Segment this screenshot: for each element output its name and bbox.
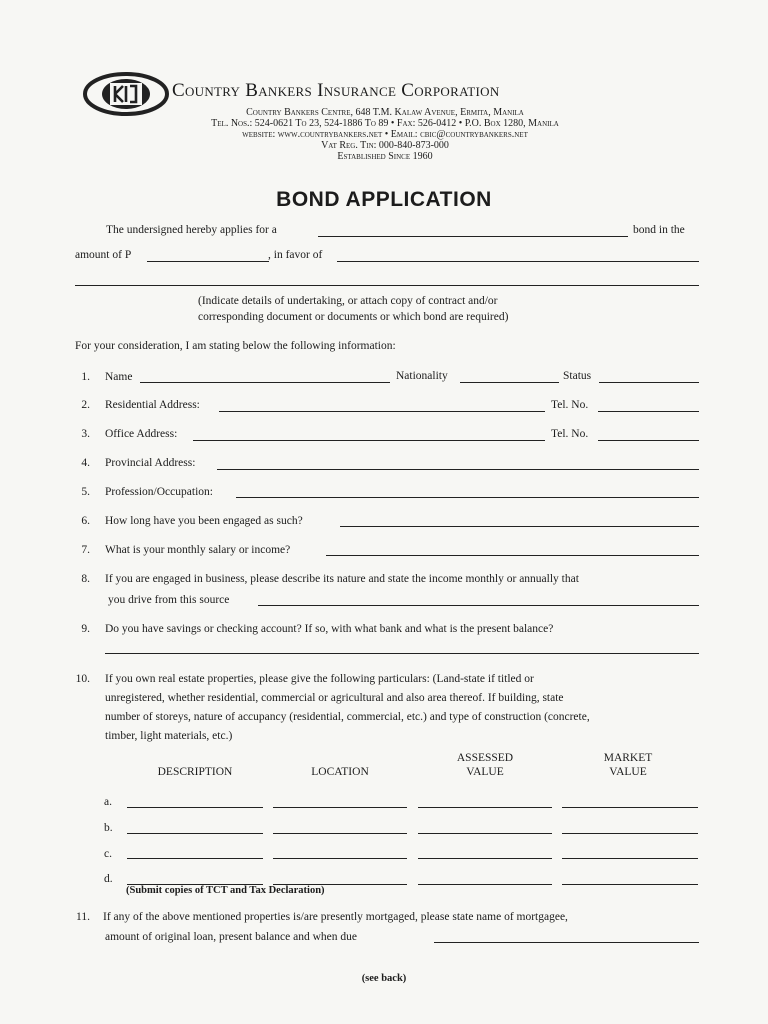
office-label: Office Address: — [105, 428, 178, 440]
indicate-note-line1: (Indicate details of undertaking, or attach copy of contract and/or — [198, 295, 498, 307]
row-label: a. — [104, 796, 112, 808]
item-number: 9. — [81, 623, 90, 635]
row-c-location-field[interactable] — [273, 858, 407, 859]
item-number: 5. — [81, 486, 90, 498]
item-number: 11. — [76, 911, 90, 923]
company-name: Country Bankers Insurance Corporation — [172, 80, 500, 101]
mortgage-text-line2: amount of original loan, present balance and when due — [105, 931, 357, 943]
office-field[interactable] — [193, 440, 545, 441]
mortgage-text-line1: If any of the above mentioned properties is/are presently mortgaged, please state name of mortgagee, — [103, 911, 568, 923]
business-label-line1: If you are engaged in business, please describe its nature and state the income monthly or annually that — [105, 573, 579, 585]
mortgage-field[interactable] — [434, 942, 699, 943]
residential-label: Residential Address: — [105, 399, 200, 411]
provincial-label: Provincial Address: — [105, 457, 196, 469]
col-assessed-header-value: VALUE — [466, 766, 504, 778]
how-long-field[interactable] — [340, 526, 699, 527]
row-b-assessed-field[interactable] — [418, 833, 552, 834]
col-market-header-value: VALUE — [609, 766, 647, 778]
status-label: Status — [563, 370, 592, 382]
savings-label: Do you have savings or checking account? If so, with what bank and what is the present balance? — [105, 623, 554, 635]
row-b-location-field[interactable] — [273, 833, 407, 834]
amount-field[interactable] — [147, 261, 269, 262]
tct-note: (Submit copies of TCT and Tax Declaration) — [126, 885, 325, 896]
row-b-market-field[interactable] — [562, 833, 698, 834]
business-field[interactable] — [258, 605, 699, 606]
row-a-description-field[interactable] — [127, 807, 263, 808]
item-number: 4. — [81, 457, 90, 469]
savings-field[interactable] — [105, 653, 699, 654]
salary-field[interactable] — [326, 555, 699, 556]
how-long-label: How long have you been engaged as such? — [105, 515, 303, 527]
residential-tel-label: Tel. No. — [551, 399, 589, 411]
row-a-location-field[interactable] — [273, 807, 407, 808]
row-a-market-field[interactable] — [562, 807, 698, 808]
row-d-market-field[interactable] — [562, 884, 698, 885]
nationality-label: Nationality — [396, 370, 448, 382]
office-tel-label: Tel. No. — [551, 428, 589, 440]
company-contact: Tel. Nos.: 524-0621 To 23, 524-1886 To 89 • Fax: 526-0412 • P.O. Box 1280, Manila — [211, 118, 559, 129]
row-a-assessed-field[interactable] — [418, 807, 552, 808]
col-location-header: LOCATION — [311, 766, 369, 778]
real-estate-text-line1: If you own real estate properties, please give the following particulars: (Land-state if titled or — [105, 673, 534, 685]
residential-tel-field[interactable] — [598, 411, 699, 412]
row-label: c. — [104, 848, 112, 860]
applies-label: The undersigned hereby applies for a — [106, 224, 277, 236]
row-label: d. — [104, 873, 113, 885]
item-number: 8. — [81, 573, 90, 585]
company-established: Established Since 1960 — [337, 151, 433, 162]
in-favor-field[interactable] — [337, 261, 699, 262]
company-vat: Vat Reg. Tin: 000-840-873-000 — [321, 140, 449, 151]
row-c-market-field[interactable] — [562, 858, 698, 859]
item-number: 3. — [81, 428, 90, 440]
bond-in-the-label: bond in the — [633, 224, 685, 236]
status-field[interactable] — [599, 382, 699, 383]
row-c-description-field[interactable] — [127, 858, 263, 859]
salary-label: What is your monthly salary or income? — [105, 544, 291, 556]
item-number: 7. — [81, 544, 90, 556]
company-website: website: www.countrybankers.net • Email: cbic@countrybankers.net — [242, 129, 528, 140]
nationality-field[interactable] — [460, 382, 559, 383]
name-label: Name — [105, 371, 133, 383]
business-label-line2: you drive from this source — [108, 594, 230, 606]
in-favor-field-continued[interactable] — [75, 285, 699, 286]
real-estate-text-line2: unregistered, whether residential, commercial or agricultural and also area thereof. If building, state — [105, 692, 564, 704]
real-estate-text-line4: timber, light materials, etc.) — [105, 730, 233, 742]
row-b-description-field[interactable] — [127, 833, 263, 834]
real-estate-text-line3: number of storeys, nature of accupancy (residential, commercial, etc.) and type of construction (concrete, — [105, 711, 590, 723]
col-market-header: MARKET — [603, 752, 653, 764]
consideration-text: For your consideration, I am stating below the following information: — [75, 340, 396, 352]
page-title: BOND APPLICATION — [276, 188, 492, 211]
row-d-assessed-field[interactable] — [418, 884, 552, 885]
item-number: 2. — [81, 399, 90, 411]
provincial-field[interactable] — [217, 469, 699, 470]
col-description-header: DESCRIPTION — [157, 766, 233, 778]
name-field[interactable] — [140, 382, 390, 383]
company-address: Country Bankers Centre, 648 T.M. Kalaw Avenue, Ermita, Manila — [246, 107, 524, 118]
item-number: 1. — [81, 371, 90, 383]
profession-label: Profession/Occupation: — [105, 486, 213, 498]
item-number: 6. — [81, 515, 90, 527]
item-number: 10. — [75, 673, 90, 685]
bond-type-field[interactable] — [318, 236, 628, 237]
residential-field[interactable] — [219, 411, 545, 412]
row-label: b. — [104, 822, 113, 834]
see-back-note: (see back) — [361, 973, 407, 984]
col-assessed-header: ASSESSED — [456, 752, 514, 764]
amount-label: amount of P — [75, 249, 132, 261]
indicate-note-line2: corresponding document or documents or which bond are required) — [198, 311, 509, 323]
office-tel-field[interactable] — [598, 440, 699, 441]
in-favor-label: , in favor of — [268, 249, 323, 261]
row-c-assessed-field[interactable] — [418, 858, 552, 859]
profession-field[interactable] — [236, 497, 699, 498]
